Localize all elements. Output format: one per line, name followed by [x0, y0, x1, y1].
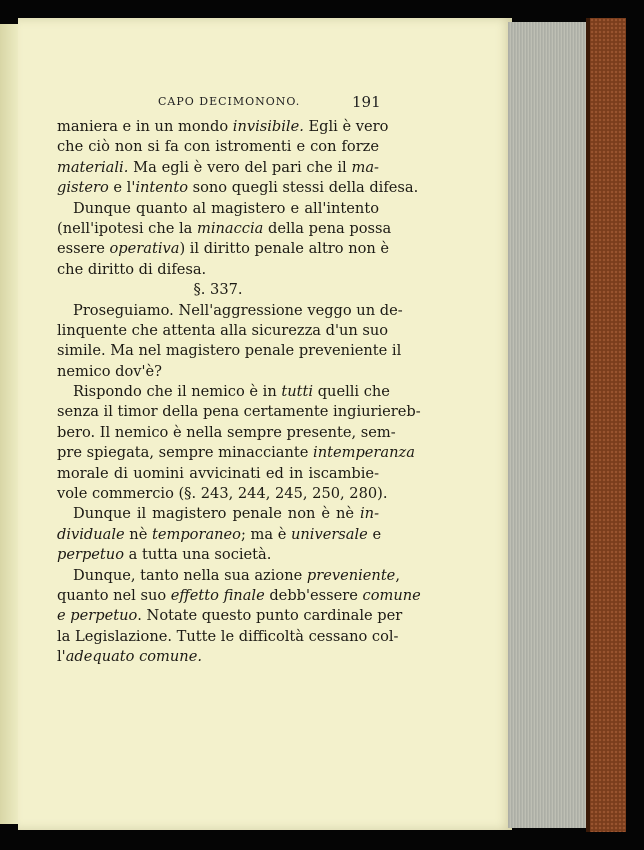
text-line [57, 504, 379, 524]
text-run: e l' [108, 179, 136, 197]
text-line [57, 566, 400, 586]
text-run: Dunque il magistero penale non è nè [73, 505, 360, 523]
italic-text: ma- [351, 158, 379, 176]
italic-text: comune [362, 586, 421, 604]
italic-text: gistero [57, 179, 109, 197]
text-run: pre spiegata, sempre minacciante [57, 444, 314, 462]
text-run: Egli è vero [303, 118, 389, 135]
italic-text: operativa [109, 240, 180, 258]
italic-text: tutti [281, 383, 314, 401]
text-run: debb'essere [264, 586, 363, 604]
text-run: nè [124, 525, 152, 543]
text-line [57, 260, 379, 280]
text-run: linquente che attenta alla sicurezza d'un suo [57, 321, 389, 339]
text-run: quelli che [313, 383, 390, 401]
italic-text: adequato comune. [65, 648, 202, 666]
text-run: della pena possa [263, 219, 392, 237]
text-line [57, 301, 403, 321]
italic-text: minaccia [197, 219, 264, 237]
italic-text: temporaneo [152, 525, 241, 543]
text-line [57, 239, 390, 259]
book-cover [590, 18, 626, 832]
text-line [57, 382, 390, 402]
text-line [57, 137, 379, 157]
text-line [57, 341, 402, 361]
italic-text: dividuale [57, 525, 125, 543]
text-run: Dunque, tanto nella sua azione [73, 566, 307, 584]
text-run: essere [57, 240, 110, 258]
text-run: Rispondo che il nemico è in [73, 383, 282, 401]
text-line [57, 484, 388, 504]
text-run: che ciò non si fa con istromenti e con forze [57, 138, 379, 156]
text-run: simile. Ma nel magistero penale preveniente il [57, 342, 402, 360]
text-run: senza il timor della pena certamente ingiuriereb- [57, 403, 421, 421]
page-number: 191 [352, 93, 381, 111]
text-line [57, 443, 415, 463]
text-run: la Legislazione. Tutte le difficoltà cessano col- [57, 627, 399, 645]
text-run: l' [57, 648, 66, 666]
text-run: Proseguiamo. Nell'aggressione veggo un de- [73, 301, 403, 319]
text-line [57, 158, 379, 178]
italic-text: effetto finale [170, 586, 265, 604]
text-run: nemico dov'è? [57, 362, 162, 380]
text-line [57, 606, 403, 626]
text-run: ) il diritto penale altro non è [179, 240, 390, 258]
text-line [57, 525, 382, 545]
text-run: ; ma è [240, 525, 291, 543]
italic-text: in- [360, 505, 379, 523]
text-line [57, 362, 379, 382]
text-run: bero. Il nemico è nella sempre presente, sem- [57, 423, 396, 441]
body-text [57, 117, 421, 668]
text-run: morale di uomini avvicinati ed in iscambie- [57, 464, 379, 482]
text-run: (nell'ipotesi che la [57, 219, 198, 237]
text-line [57, 199, 379, 219]
italic-text: universale [290, 525, 368, 543]
text-line [57, 117, 389, 137]
italic-text: preveniente [306, 566, 396, 584]
text-line [57, 627, 399, 647]
italic-text: intento [135, 179, 188, 197]
text-line [57, 647, 379, 667]
text-line [57, 464, 379, 484]
text-line [57, 402, 421, 422]
text-run: e [367, 525, 382, 543]
text-line [57, 586, 421, 606]
italic-text: materiali. [57, 158, 129, 176]
running-title: CAPO DECIMONONO. [158, 95, 301, 108]
text-run: vole commercio (§. 243, 244, 245, 250, 280). [57, 485, 388, 503]
italic-text: e perpetuo [57, 607, 138, 625]
section-heading [57, 280, 379, 300]
text-run: a tutta una società. [123, 546, 272, 564]
text-run: , [395, 566, 400, 584]
text-line [57, 219, 392, 239]
italic-text: intemperanza [313, 444, 415, 462]
text-run: quanto nel suo [57, 586, 171, 604]
italic-text: invisibile. [232, 118, 304, 135]
text-line [57, 545, 379, 565]
text-line [57, 423, 396, 443]
text-run: Dunque quanto al magistero e all'intento [73, 199, 379, 217]
text-run: Ma egli è vero del pari che il [128, 158, 352, 176]
text-line [57, 321, 389, 341]
text-line [57, 178, 419, 198]
page-edges [508, 22, 592, 828]
text-run: maniera e in un mondo [57, 118, 233, 135]
text-run: §. 337. [193, 281, 243, 299]
previous-page-edge [0, 24, 18, 824]
text-run: . Notate questo punto cardinale per [137, 607, 403, 625]
italic-text: perpetuo [57, 546, 124, 564]
text-run: sono quegli stessi della difesa. [187, 179, 419, 197]
text-run: che diritto di difesa. [57, 260, 207, 278]
